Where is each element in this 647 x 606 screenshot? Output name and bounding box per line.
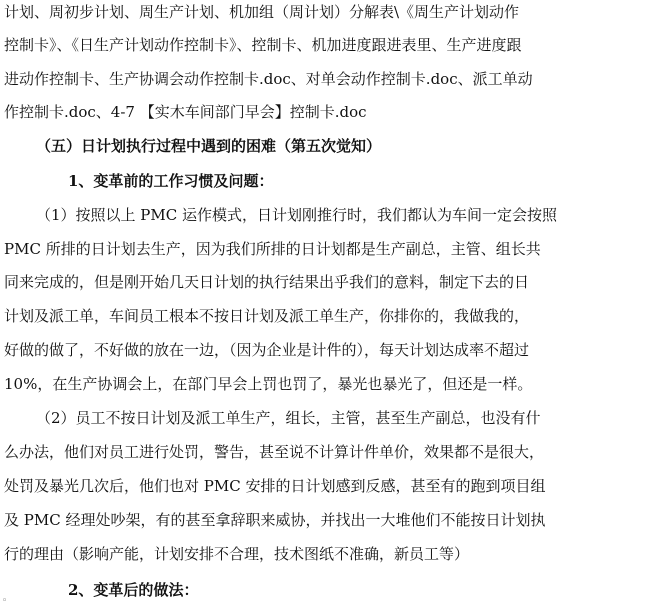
corner-mark: ◦	[2, 596, 8, 606]
text-line-3: 进动作控制卡、生产协调会动作控制卡.doc、对单会动作控制卡.doc、派工单动	[4, 70, 533, 88]
text-line-2: 控制卡》、《日生产计划动作控制卡》、控制卡、机加进度跟进表里、生产进度跟	[4, 36, 522, 54]
text-line-1: 计划、周初步计划、周生产计划、机加组（周计划）分解表\《周生产计划动作	[4, 3, 520, 21]
paragraph-1-line-3: 同来完成的，但是刚开始几天日计划的执行结果出乎我们的意料，制定下去的日	[4, 273, 530, 291]
paragraph-1-line-4: 计划及派工单，车间员工根本不按日计划及派工单生产，你排你的，我做我的，	[4, 307, 530, 325]
paragraph-2-line-3: 处罚及暴光几次后，他们也对 PMC 安排的日计划感到反感，甚至有的跑到项目组	[4, 477, 546, 495]
paragraph-2-line-5: 行的理由（影响产能，计划安排不合理，技术图纸不准确，新员工等）	[4, 545, 470, 563]
paragraph-1-line-1: （1）按照以上 PMC 运作模式，日计划刚推行时，我们都认为车间一定会按照	[36, 206, 558, 224]
subheading-after: 2、变革后的做法：	[68, 581, 199, 599]
text-line-4: 作控制卡.doc、4-7 【实木车间部门早会】控制卡.doc	[4, 103, 367, 121]
section-heading: （五）日计划执行过程中遇到的困难（第五次觉知）	[36, 137, 382, 155]
paragraph-1-line-5: 好做的做了，不好做的放在一边，（因为企业是计件的），每天计划达成率不超过	[4, 341, 530, 359]
paragraph-2-line-4: 及 PMC 经理处吵架，有的甚至拿辞职来威协，并找出一大堆他们不能按日计划执	[4, 511, 546, 529]
paragraph-1-line-6: 10%，在生产协调会上，在部门早会上罚也罚了，暴光也暴光了，但还是一样。	[4, 375, 533, 393]
paragraph-2-line-1: （2）员工不按日计划及派工单生产，组长，主管，甚至生产副总，也没有什	[36, 409, 541, 427]
paragraph-1-line-2: PMC 所排的日计划去生产，因为我们所排的日计划都是生产副总，主管、组长共	[4, 240, 541, 258]
paragraph-2-line-2: 么办法，他们对员工进行处罚，警告，甚至说不计算计件单价，效果都不是很大，	[4, 443, 545, 461]
subheading-before: 1、变革前的工作习惯及问题：	[68, 172, 274, 190]
